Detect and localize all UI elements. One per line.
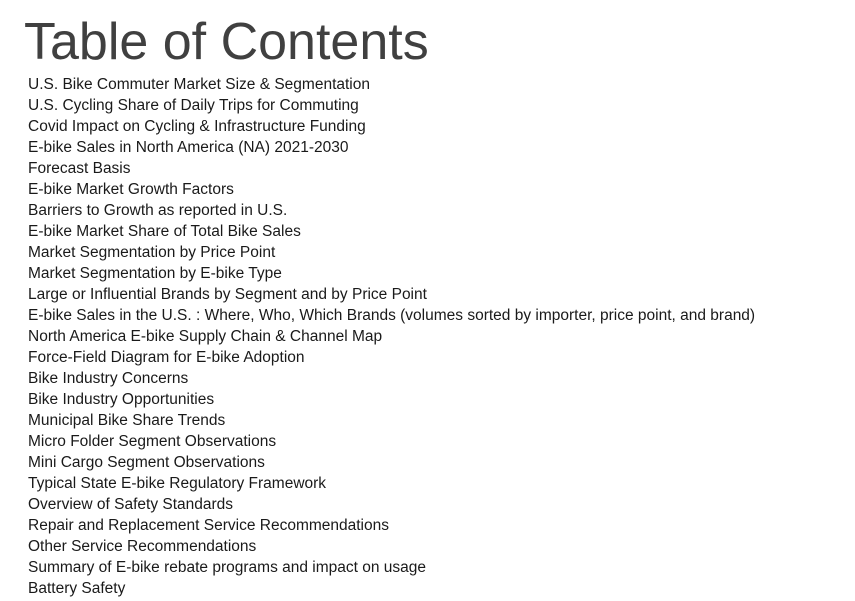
toc-item: E-bike Sales in the U.S. : Where, Who, Which Brands (volumes sorted by importer, price point, and brand) <box>28 307 756 324</box>
toc-item: Covid Impact on Cycling & Infrastructure Funding <box>28 118 366 135</box>
page-title: Table of Contents <box>24 13 429 71</box>
toc-item: Force-Field Diagram for E-bike Adoption <box>28 349 305 366</box>
toc-item: Overview of Safety Standards <box>28 496 234 513</box>
toc-item: Large or Influential Brands by Segment and by Price Point <box>28 286 427 303</box>
toc-item: Mini Cargo Segment Observations <box>28 454 265 471</box>
toc-item: Repair and Replacement Service Recommendations <box>28 517 389 534</box>
toc-item: Battery Safety <box>28 580 126 597</box>
toc-item: North America E-bike Supply Chain & Channel Map <box>28 328 383 345</box>
toc-item: Micro Folder Segment Observations <box>28 433 277 450</box>
toc-item: U.S. Bike Commuter Market Size & Segmentation <box>28 76 370 93</box>
toc-item: E-bike Market Growth Factors <box>28 181 234 198</box>
toc-item: Typical State E-bike Regulatory Framework <box>28 475 327 492</box>
toc-item: Market Segmentation by E-bike Type <box>28 265 282 282</box>
toc-item: E-bike Sales in North America (NA) 2021-2030 <box>28 139 349 156</box>
toc-item: Barriers to Growth as reported in U.S. <box>28 202 288 219</box>
table-of-contents-list <box>28 74 755 599</box>
toc-item: E-bike Market Share of Total Bike Sales <box>28 223 301 240</box>
toc-item: Summary of E-bike rebate programs and impact on usage <box>28 559 427 576</box>
toc-item: Bike Industry Opportunities <box>28 391 215 408</box>
toc-item: Bike Industry Concerns <box>28 370 189 387</box>
toc-item: Other Service Recommendations <box>28 538 257 555</box>
toc-item: Market Segmentation by Price Point <box>28 244 276 261</box>
toc-item: Municipal Bike Share Trends <box>28 412 226 429</box>
toc-item: Forecast Basis <box>28 160 131 177</box>
toc-item: U.S. Cycling Share of Daily Trips for Commuting <box>28 97 359 114</box>
